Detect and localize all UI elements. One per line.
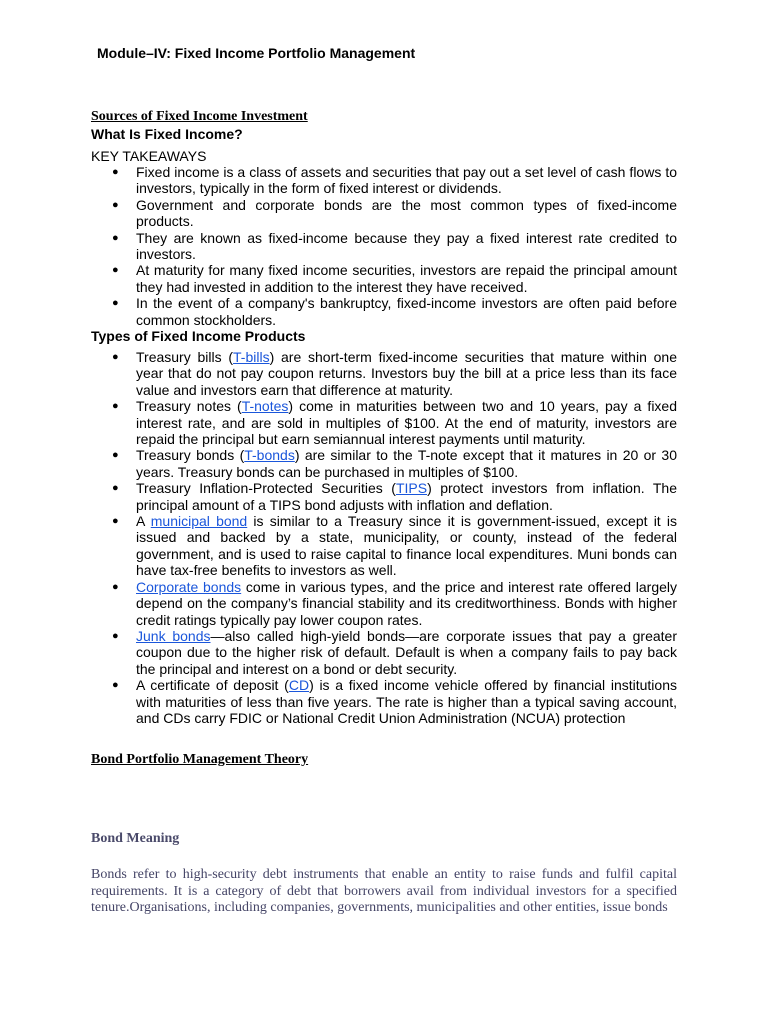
list-item: ● Treasury notes (T-notes) come in maturities between two and 10 years, pay a fixed interest rate, and are sold in multiples of $100. At the end of maturity, investors are repaid the principal but earn semiannual interest payments until maturity. [91,398,677,447]
list-item: ● Treasury bills (T-bills) are short-term fixed-income securities that mature within one year that do not pay coupon returns. Investors buy the bill at a price less than its face value and investors earn that difference at maturity. [91,349,677,398]
key-takeaways-list [91,164,677,328]
bond-meaning-paragraph: Bonds refer to high-security debt instruments that enable an entity to raise funds and fulfil capital requirements. It is a category of debt that borrowers avail from individual investors for a specified tenure.Organisations, including companies, governments, municipalities and other entities, issue bonds [91,867,677,916]
module-title: Module–IV: Fixed Income Portfolio Management [97,45,416,61]
list-item: ● Treasury Inflation-Protected Securities (TIPS) protect investors from inflation. The principal amount of a TIPS bond adjusts with inflation and deflation. [91,480,677,513]
key-takeaways-label: KEY TAKEAWAYS [91,148,207,164]
list-item: ● A certificate of deposit (CD) is a fixed income vehicle offered by financial institutions with maturities of less than five years. The rate is higher than a typical saving account, and CDs carry FDIC or National Credit Union Administration (NCUA) protection [91,677,677,726]
types-list [91,349,677,726]
list-item: ● They are known as fixed-income because they pay a fixed interest rate credited to investors. [91,230,677,263]
bond-portfolio-theory-heading: Bond Portfolio Management Theory [91,752,309,767]
cd-link[interactable]: CD [288,677,310,694]
list-item: ● Government and corporate bonds are the most common types of fixed-income products. [91,197,677,230]
t-notes-link[interactable]: T-notes [241,398,289,415]
list-item: ● Junk bonds—also called high-yield bonds—are corporate issues that pay a greater coupon due to the higher risk of default. Default is when a company fails to pay back the principal and interest on a bond or debt security. [91,628,677,677]
list-item: ● A municipal bond is similar to a Treasury since it is government-issued, except it is issued and backed by a state, municipality, or county, instead of the federal government, and is used to raise capital to finance local expenditures. Muni bonds can have tax-free benefits to investors as well. [91,513,677,579]
tips-link[interactable]: TIPS [395,480,428,497]
municipal-bond-link[interactable]: municipal bond [150,513,248,530]
list-item: ● Fixed income is a class of assets and securities that pay out a set level of cash flows to investors, typically in the form of fixed interest or dividends. [91,164,677,197]
corporate-bonds-link[interactable]: Corporate bonds [136,578,242,595]
t-bonds-link[interactable]: T-bonds [244,447,295,464]
list-item: ● At maturity for many fixed income securities, investors are repaid the principal amount they had invested in addition to the interest they have received. [91,262,677,295]
what-is-fixed-income-heading: What Is Fixed Income? [91,126,243,142]
bond-meaning-heading: Bond Meaning [91,831,180,846]
t-bills-link[interactable]: T-bills [233,349,270,365]
list-item: ● In the event of a company's bankruptcy, fixed-income investors are often paid before common stockholders. [91,295,677,328]
sources-heading: Sources of Fixed Income Investment [91,109,308,124]
list-item: ● Treasury bonds (T-bonds) are similar to the T-note except that it matures in 20 or 30 years. Treasury bonds can be purchased in multiples of $100. [91,447,677,480]
list-item: ● Corporate bonds come in various types, and the price and interest rate offered largely depend on the company’s financial stability and its creditworthiness. Bonds with higher credit ratings typically pay lower coupon rates. [91,579,677,628]
types-heading: Types of Fixed Income Products [91,328,306,344]
junk-bonds-link[interactable]: Junk bonds [136,627,211,644]
